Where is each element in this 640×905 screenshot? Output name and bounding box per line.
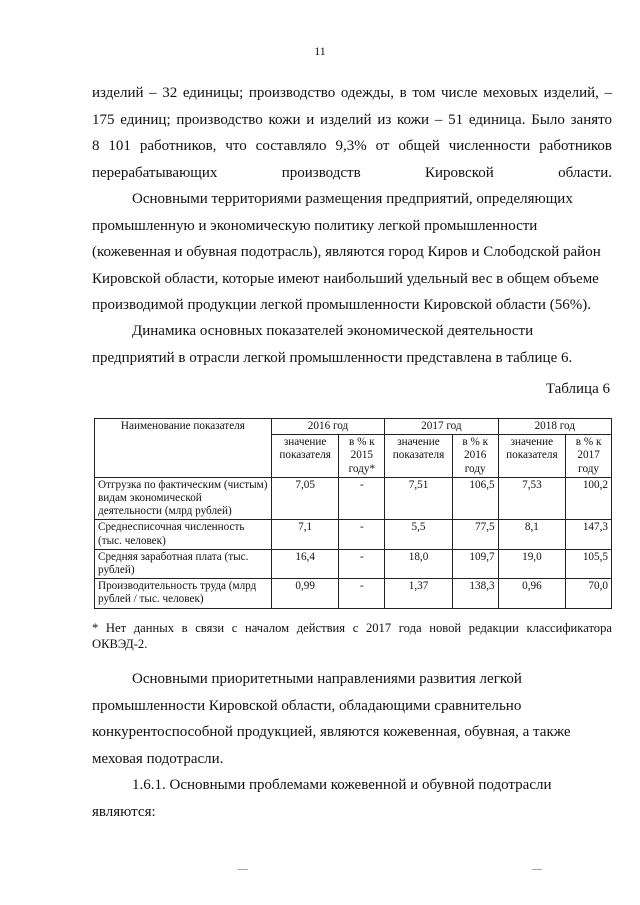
header-cell: в % к 2015 году* <box>339 435 385 478</box>
header-cell: 2018 год <box>498 419 611 435</box>
header-cell: значение показателя <box>498 435 566 478</box>
table-row <box>95 549 612 578</box>
text-line: Динамика основных показателей экономической деятельности <box>132 323 534 339</box>
paragraph-production <box>92 80 612 186</box>
table-cell: 0,99 <box>271 579 339 608</box>
text-line: меховая подотрасли. <box>92 750 224 767</box>
row-label: Производительность труда (млрд рублей / тыс. человек) <box>95 579 272 608</box>
table-cell: 147,3 <box>566 520 612 549</box>
header-cell: в % к 2016 году <box>452 435 498 478</box>
table-cell: - <box>339 579 385 608</box>
row-label: Средняя заработная плата (тыс. рублей) <box>95 549 272 578</box>
table-cell: 0,96 <box>498 579 566 608</box>
header-cell: значение показателя <box>385 435 453 478</box>
header-cell: в % к 2017 году <box>566 435 612 478</box>
table-cell: 16,4 <box>271 549 339 578</box>
text-line: конкурентоспособной продукцией, являются кожевенная, обувная, а также <box>92 724 571 740</box>
table-cell: - <box>339 477 385 520</box>
table-row <box>95 477 612 520</box>
table-cell: 138,3 <box>452 579 498 608</box>
header-cell: значение показателя <box>271 435 339 478</box>
table-cell: 18,0 <box>385 549 453 578</box>
text-line: промышленности Кировской области, обладающими сравнительно <box>92 697 522 714</box>
text-line: предприятий в отрасли легкой промышленности представлена в таблице 6. <box>92 349 573 366</box>
table-cell: 8,1 <box>498 520 566 549</box>
text-line: перерабатывающих производств Кировской области. <box>92 164 612 181</box>
page-number: 11 <box>314 44 326 58</box>
table-cell: 106,5 <box>452 477 498 520</box>
table-cell: 7,51 <box>385 477 453 520</box>
table-label: Таблица 6 <box>545 381 610 397</box>
text-line: изделий – 32 единицы; производство одежды, в том числе меховых изделий, – <box>92 85 612 101</box>
scan-mark: — <box>532 864 542 875</box>
text-line: Основными территориями размещения предприятий, определяющих <box>132 191 573 207</box>
table-cell: 7,1 <box>271 520 339 549</box>
text-line: Основными приоритетными направлениями развития легкой <box>132 671 522 687</box>
table-cell: 100,2 <box>566 477 612 520</box>
table-cell: 19,0 <box>498 549 566 578</box>
indicators-table <box>94 418 612 609</box>
table-cell: - <box>339 549 385 578</box>
header-cell: 2016 год <box>271 419 384 435</box>
table-cell: - <box>339 520 385 549</box>
table-cell: 1,37 <box>385 579 453 608</box>
table-cell: 5,5 <box>385 520 453 549</box>
table-cell: 70,0 <box>566 579 612 608</box>
table-cell: 7,05 <box>271 477 339 520</box>
table-cell: 105,5 <box>566 549 612 578</box>
text-line: производимой продукции легкой промышленности Кировской области (56%). <box>92 297 591 313</box>
paragraph-priorities <box>92 666 612 772</box>
text-line: 1.6.1. Основными проблемами кожевенной и обувной подотрасли <box>132 777 552 793</box>
scan-mark: — <box>238 864 248 875</box>
row-label: Среднесписочная численность (тыс. человек) <box>95 520 272 549</box>
text-line: промышленную и экономическую политику легкой промышленности <box>92 217 538 234</box>
paragraph-problems <box>92 772 612 825</box>
table-footnote: * Нет данных в связи с началом действия с 2017 года новой редакции классификатора ОКВЭД-2. <box>92 621 612 651</box>
table-cell: 7,53 <box>498 477 566 520</box>
text-line: являются: <box>92 803 156 820</box>
paragraph-territories <box>92 186 612 319</box>
row-label: Отгрузка по фактическим (чистым) видам экономической деятельности (млрд рублей) <box>95 477 272 520</box>
table-cell: 77,5 <box>452 520 498 549</box>
text-line: (кожевенная и обувная подотрасль), являются город Киров и Слободской район <box>92 244 601 260</box>
text-line: 8 101 работников, что составляло 9,3% от общей численности работников <box>92 138 612 154</box>
table-cell: 109,7 <box>452 549 498 578</box>
table-header-row <box>95 419 612 435</box>
table-row <box>95 579 612 608</box>
text-line: 175 единиц; производство кожи и изделий из кожи – 51 единица. Было занято <box>92 111 612 128</box>
text-line: Кировской области, которые имеют наибольший удельный вес в общем объеме <box>92 270 599 287</box>
header-cell: Наименование показателя <box>95 419 272 478</box>
table-row <box>95 520 612 549</box>
header-cell: 2017 год <box>385 419 498 435</box>
paragraph-dynamics <box>92 318 612 371</box>
